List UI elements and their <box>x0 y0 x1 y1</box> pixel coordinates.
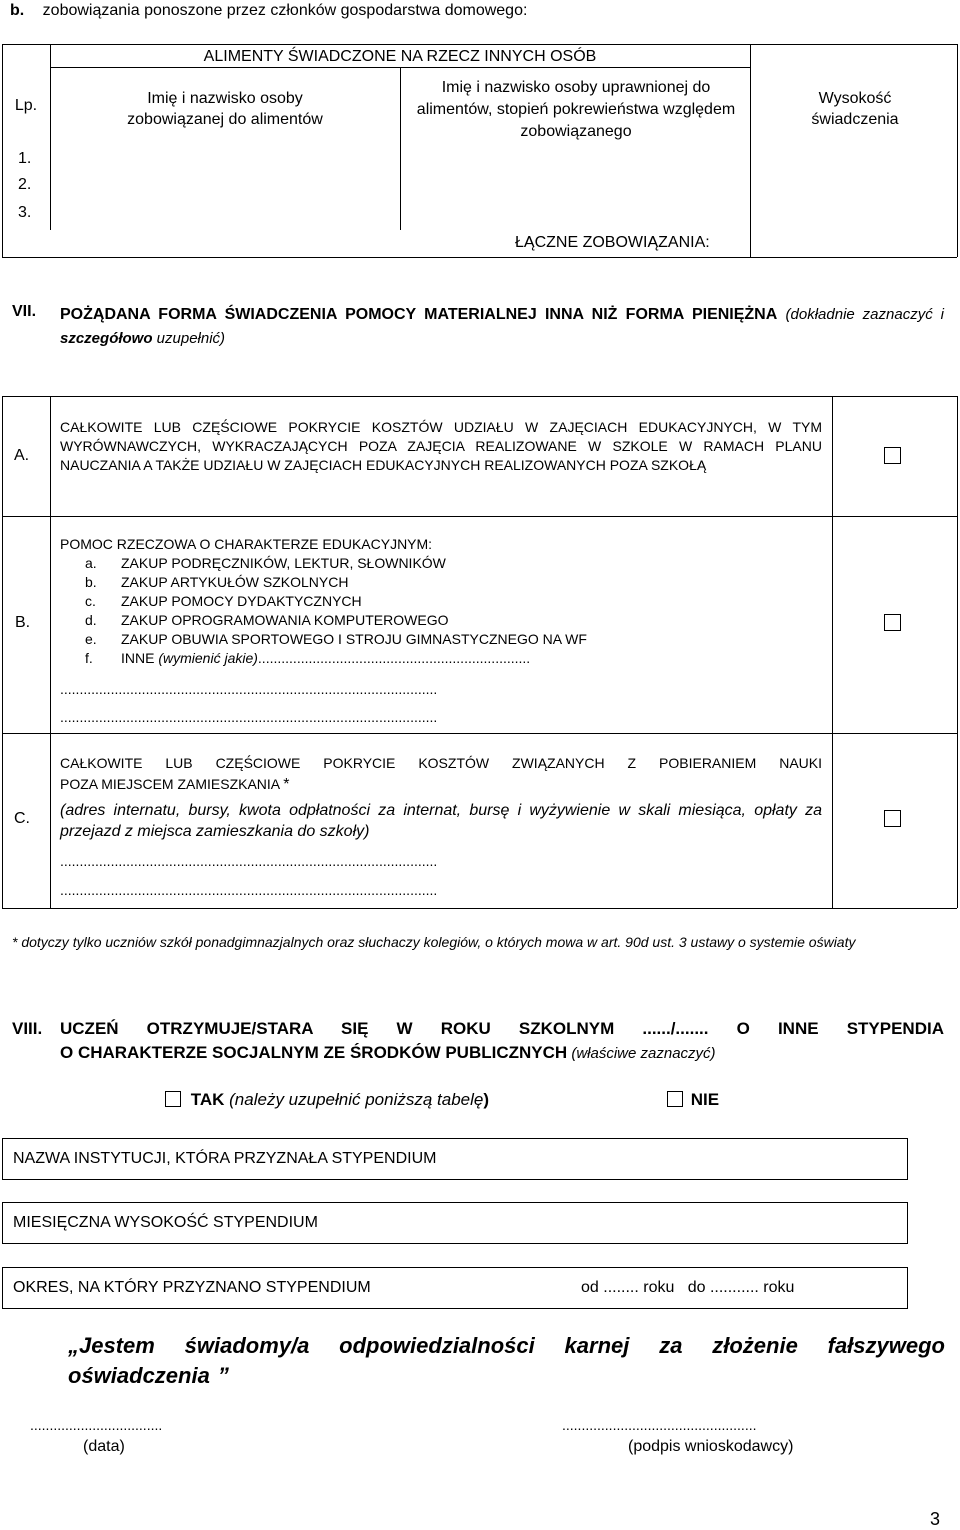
list-item: a. ZAKUP PODRĘCZNIKÓW, LEKTUR, SŁOWNIKÓW <box>85 555 446 571</box>
yes-note: (należy uzupełnić poniższą tabelę <box>224 1090 484 1109</box>
col-amount-header: Wysokość świadczenia <box>811 90 899 128</box>
option-a-text: CAŁKOWITE LUB CZĘŚCIOWE POKRYCIE KOSZTÓW UDZIAŁU W ZAJĘCIACH EDUKACYJNYCH, W TYM WYRÓWNAWCZYCH, WYKRACZAJĄCYCH POZA ZAJĘCIA REALIZOWANE W SZKOLE W RAMACH PLANU NAUCZANIA A TAKŻE UDZIAŁU W ZAJĘCIACH EDUKACYJNYCH REALIZOWANYCH POZA SZKOŁĄ <box>60 419 822 473</box>
institution-label: NAZWA INSTYTUCJI, KTÓRA PRZYZNAŁA STYPENDIUM <box>13 1150 437 1167</box>
col-entitled-header: Imię i nazwisko osoby uprawnionej do alimentów, stopień pokrewieństwa względem zobowiązanego <box>416 79 736 140</box>
option-c-dots-2: ................................................................................................. <box>60 882 438 898</box>
yes-label: TAK <box>190 1090 225 1109</box>
list-item-other: f. INNE (wymienić jakie)...................................................................... <box>85 650 531 666</box>
option-c-checkbox[interactable] <box>884 810 901 827</box>
section-vii-number: VII. <box>12 303 37 320</box>
signature-dots: .................................................. <box>562 1417 757 1433</box>
option-c-dots-1: ................................................................................................. <box>60 853 438 869</box>
period-field[interactable] <box>2 1267 908 1309</box>
section-vii-title <box>60 303 944 351</box>
period-value: od ........ roku do ........... roku <box>581 1279 795 1296</box>
alimony-group-header: ALIMENTY ŚWIADCZONE NA RZECZ INNYCH OSÓB <box>203 48 597 65</box>
alimony-total-label: ŁĄCZNE ZOBOWIĄZANIA: <box>515 234 710 251</box>
option-c-note: (adres internatu, bursy, kwota odpłatności za internat, bursę i wyżywienie w skali miesiąca, opłaty za przejazd z miejsca zamieszkania do szkoły) <box>60 802 822 840</box>
monthly-amount-field[interactable] <box>2 1202 908 1244</box>
option-a-checkbox[interactable] <box>884 447 901 464</box>
option-b-list <box>85 554 587 668</box>
no-label: NIE <box>690 1090 720 1109</box>
section-viii-number: VIII. <box>12 1019 43 1038</box>
section-b-letter: b. <box>10 2 25 19</box>
option-b-letter: B. <box>15 614 31 631</box>
no-checkbox[interactable] <box>667 1091 683 1107</box>
yes-checkbox[interactable] <box>165 1091 181 1107</box>
list-item: d. ZAKUP OPROGRAMOWANIA KOMPUTEROWEGO <box>85 612 449 628</box>
date-dots: .................................. <box>30 1417 163 1433</box>
option-b-dots-2: ................................................................................................. <box>60 709 438 725</box>
section-b-heading <box>10 2 527 20</box>
section-b-title: zobowiązania ponoszone przez członków gospodarstwa domowego: <box>42 2 528 19</box>
option-c-letter: C. <box>14 810 30 827</box>
option-c-text-1: CAŁKOWITE LUB CZĘŚCIOWE POKRYCIE KOSZTÓW ZWIĄZANYCH Z POBIERANIEM NAUKI <box>60 755 822 771</box>
section-viii-title-1: UCZEŃ OTRZYMUJE/STARA SIĘ W ROKU SZKOLNYM ....../....... O INNE STYPENDIA <box>60 1019 944 1038</box>
option-b-dots-1: ................................................................................................. <box>60 681 438 697</box>
option-c-text-2: POZA MIEJSCEM ZAMIESZKANIA * <box>60 776 290 793</box>
date-label: (data) <box>83 1438 125 1455</box>
alimony-row-2: 2. <box>18 176 32 193</box>
no-option[interactable] <box>667 1090 719 1110</box>
col-obligated-header: Imię i nazwisko osoby zobowiązanej do alimentów <box>127 90 323 128</box>
alimony-row-1: 1. <box>18 150 32 167</box>
alimony-row-3: 3. <box>18 204 32 221</box>
col-lp-header: Lp. <box>14 97 38 114</box>
section-vii-note: (dokładnie zaznaczyć i szczegółowo uzupełnić) <box>60 306 944 347</box>
option-a-letter: A. <box>14 447 30 464</box>
list-item: c. ZAKUP POMOCY DYDAKTYCZNYCH <box>85 593 362 609</box>
period-label: OKRES, NA KTÓRY PRZYZNANO STYPENDIUM <box>13 1279 371 1296</box>
declaration: „Jestem świadomy/a odpowiedzialności karnej za złożenie fałszywego oświadczenia ” <box>68 1333 945 1388</box>
page-number: 3 <box>930 1509 941 1529</box>
signature-label: (podpis wnioskodawcy) <box>628 1438 794 1455</box>
section-vii-title-text: POŻĄDANA FORMA ŚWIADCZENIA POMOCY MATERIALNEJ INNA NIŻ FORMA PIENIĘŻNA <box>60 306 778 323</box>
yes-option[interactable]: TAK (należy uzupełnić poniższą tabelę) <box>165 1090 489 1110</box>
list-item: b. ZAKUP ARTYKUŁÓW SZKOLNYCH <box>85 574 349 590</box>
list-item: e. ZAKUP OBUWIA SPORTOWEGO I STROJU GIMNASTYCZNEGO NA WF <box>85 631 587 647</box>
institution-field[interactable] <box>2 1138 908 1180</box>
declaration-text: Jestem świadomy/a odpowiedzialności karnej za złożenie fałszywego oświadczenia <box>68 1333 945 1388</box>
monthly-amount-label: MIESIĘCZNA WYSOKOŚĆ STYPENDIUM <box>13 1214 318 1231</box>
option-b-heading: POMOC RZECZOWA O CHARAKTERZE EDUKACYJNYM: <box>60 536 433 552</box>
footnote: * dotyczy tylko uczniów szkół ponadgimnazjalnych oraz słuchaczy kolegiów, o których mowa w art. 90d ust. 3 ustawy o systemie oświaty <box>12 934 856 950</box>
option-b-checkbox[interactable] <box>884 614 901 631</box>
section-viii-title-2: O CHARAKTERZE SOCJALNYM ZE ŚRODKÓW PUBLICZNYCH (właściwe zaznaczyć) <box>60 1043 716 1062</box>
